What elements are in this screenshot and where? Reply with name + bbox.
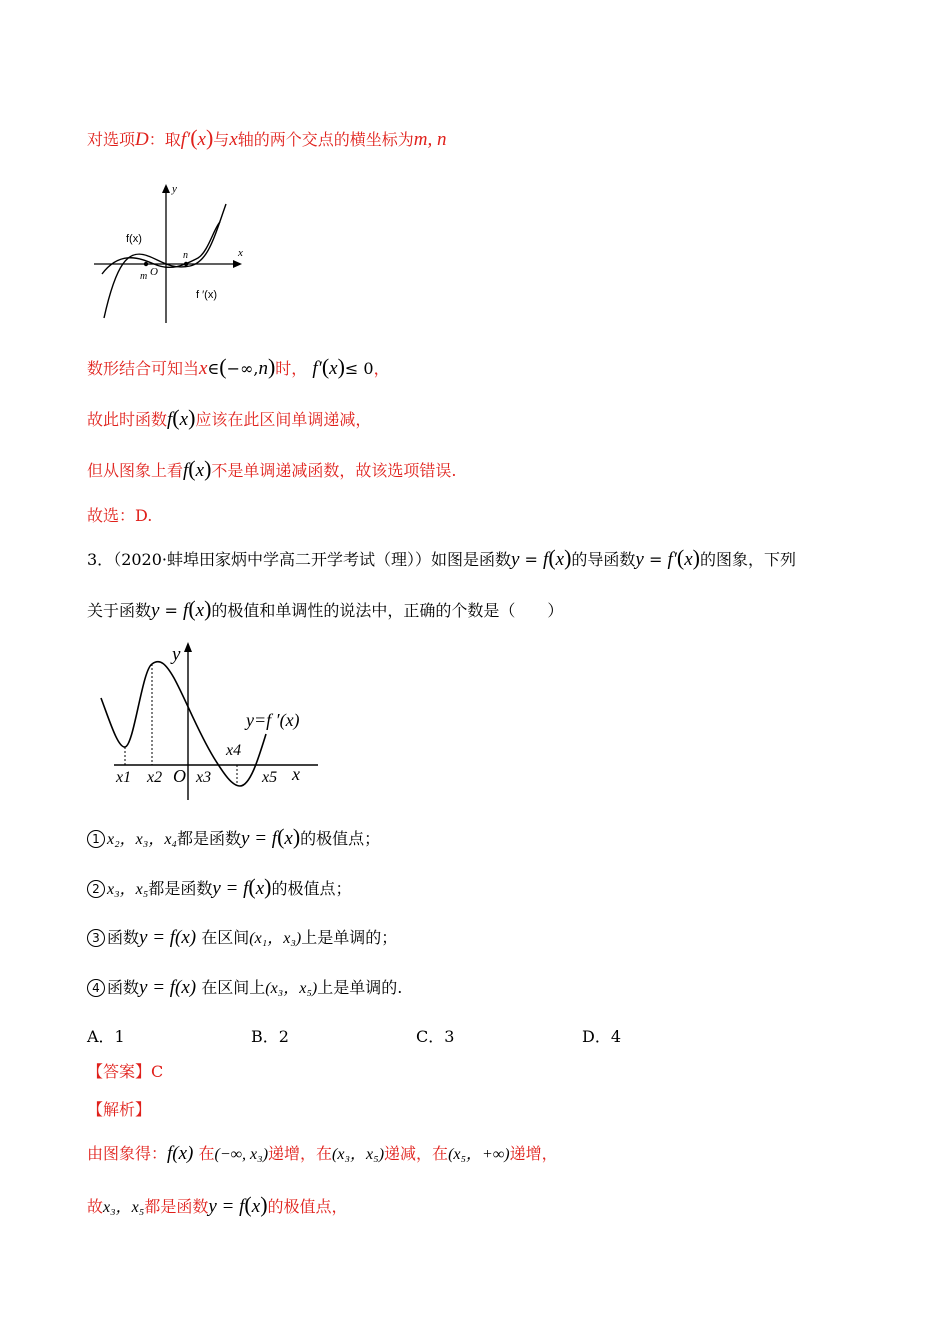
math: x (229, 129, 238, 150)
text: 都是函数 (144, 1197, 209, 1216)
analysis-line-4 (87, 457, 456, 483)
label-fx: f(x) (126, 233, 142, 245)
label-x3: x3 (196, 769, 212, 786)
text: 由图象得： (87, 1144, 168, 1163)
math: f (543, 549, 549, 570)
math: y = f(x) (139, 977, 197, 998)
text: 函数 (107, 978, 140, 997)
circled-number: 4 (87, 979, 105, 997)
question-3-line-2 (87, 597, 563, 623)
text: 在 (198, 1144, 215, 1163)
figure-f-and-derivative (90, 178, 260, 328)
point-m (144, 262, 148, 266)
statement-2 (87, 875, 352, 902)
math: ′ (317, 358, 322, 379)
paren: ) (564, 545, 572, 570)
math: f (183, 460, 189, 481)
statement-4 (87, 976, 402, 1001)
math: ≤ 0 (344, 359, 374, 378)
label-y: y (172, 183, 177, 195)
math: f (183, 600, 189, 621)
circled-number: 2 (87, 880, 105, 898)
paren: ) (267, 354, 276, 379)
text: 上是单调的. (317, 978, 403, 997)
text: 递增，在 (268, 1144, 333, 1163)
label-x: x (292, 764, 300, 784)
math: = (648, 550, 663, 569)
text: ， (373, 359, 390, 378)
math: ′ (672, 549, 677, 570)
math: y (635, 549, 644, 570)
math: f (667, 549, 673, 570)
text: 的极值点， (267, 1197, 348, 1216)
choice-a[interactable]: A．1 (87, 1027, 125, 1046)
paren: ( (277, 824, 285, 849)
math: = (524, 550, 538, 569)
math: x₂，x₃，x₄ (107, 831, 177, 848)
math: (x₃，x₅) (332, 1146, 385, 1163)
paren: ( (321, 354, 330, 379)
math: x (195, 460, 205, 481)
paren: ( (244, 1192, 252, 1217)
text: 数形结合可知当 (87, 359, 200, 378)
text: 都是函数 (177, 829, 242, 848)
label-x5: x5 (262, 769, 278, 786)
math: (x₅，+∞) (448, 1146, 510, 1163)
paren: ( (219, 354, 227, 379)
math: x (251, 1196, 261, 1217)
math: y = f (241, 828, 278, 849)
label-x: x (238, 247, 243, 259)
label-n: n (183, 250, 188, 261)
paren: ) (264, 874, 272, 899)
text: 的极值和单调性的说法中，正确的个数是（ ） (211, 601, 564, 620)
math: f(x) (167, 1143, 194, 1164)
math: ∈ (207, 359, 220, 378)
math: x (255, 878, 265, 899)
label-o: O (173, 766, 186, 786)
math: y (151, 600, 160, 621)
text: ：取 (148, 130, 181, 149)
math: (x₁，x₃) (249, 930, 302, 947)
paren: ) (204, 596, 212, 621)
text: 的图象，下列 (699, 550, 796, 569)
text: 不是单调递减函数，故该选项错误. (211, 461, 457, 480)
paren: ) (205, 125, 214, 150)
question-number: 3． (87, 550, 114, 569)
math: x₃，x₅ (107, 881, 149, 898)
question-3-line-1 (87, 546, 796, 572)
analysis-line-2 (87, 355, 390, 381)
y-arrow (162, 184, 170, 193)
math: x (179, 409, 189, 430)
circled-number: 1 (87, 830, 105, 848)
analysis-line-a1 (87, 1142, 558, 1167)
paren: ) (692, 545, 700, 570)
paren: ) (337, 354, 345, 379)
math: −∞, (226, 359, 259, 378)
math: y = f (208, 1196, 245, 1217)
text: 但从图象上看 (87, 461, 184, 480)
math: x (329, 358, 338, 379)
text: 在区间 (201, 928, 250, 947)
analysis-line-a2 (87, 1193, 348, 1220)
text: 故此时函数 (87, 410, 168, 429)
paren: ( (548, 545, 556, 570)
option-d-line (87, 126, 447, 152)
choice-d[interactable]: D．4 (582, 1027, 622, 1046)
math: ′ (186, 129, 191, 150)
text: 上是单调的； (301, 928, 398, 947)
math: f (312, 358, 318, 379)
math: y (511, 549, 520, 570)
text: （2020·蚌埠田家炳中学高二开学考试（理））如图是函数 (113, 550, 511, 569)
text: 递增， (509, 1144, 558, 1163)
paren: ) (204, 456, 212, 481)
analysis-label: 【解析】 (87, 1100, 152, 1119)
label-x2: x2 (147, 769, 163, 786)
math: x (555, 549, 565, 570)
paren: ( (248, 874, 256, 899)
math: f (167, 409, 173, 430)
math: x (684, 549, 693, 570)
label-x4: x4 (226, 742, 242, 759)
paren: ) (260, 1192, 268, 1217)
math: y = f (212, 878, 249, 899)
circled-number: 3 (87, 929, 105, 947)
text: 都是函数 (148, 879, 213, 898)
x-arrow (233, 260, 242, 268)
math: x (199, 358, 208, 379)
point-n (184, 262, 188, 266)
paren: ( (172, 405, 180, 430)
paren: ( (190, 125, 198, 150)
choice-c[interactable]: C．3 (416, 1027, 455, 1046)
label-m: m (140, 271, 148, 282)
paren: ) (188, 405, 196, 430)
math: n (258, 358, 268, 379)
label-o: O (150, 266, 158, 278)
label-fpx: f ′(x) (196, 289, 218, 301)
math: x (284, 828, 293, 849)
math: x₃，x₅ (103, 1199, 145, 1216)
text: 的极值点； (271, 879, 352, 898)
text: 的极值点； (300, 829, 381, 848)
math: = (164, 601, 178, 620)
paren: ( (676, 545, 685, 570)
text: 轴的两个交点的横坐标为 (237, 130, 414, 149)
text: 故 (87, 1197, 104, 1216)
text: 递减，在 (384, 1144, 449, 1163)
figure-derivative-graph (96, 640, 326, 805)
y-arrow (184, 642, 192, 652)
label-y: y (172, 644, 181, 665)
math: m, n (413, 129, 447, 150)
label-curve: y=f ′(x) (246, 710, 300, 730)
text: 应该在此区间单调递减， (195, 410, 372, 429)
statement-1 (87, 825, 380, 852)
paren: ) (292, 824, 301, 849)
text: 对选项 (87, 130, 136, 149)
paren: ( (188, 456, 196, 481)
math: x (197, 129, 206, 150)
text: 时， (275, 359, 308, 378)
math: D (135, 129, 149, 150)
text: 与 (213, 130, 230, 149)
paren: ( (188, 596, 196, 621)
math: (x₃，x₅) (265, 980, 318, 997)
math: y = f(x) (139, 927, 197, 948)
choice-b[interactable]: B．2 (251, 1027, 289, 1046)
curve-f-prime (102, 222, 220, 274)
label-x1: x1 (116, 769, 132, 786)
text: 函数 (107, 928, 140, 947)
math: f (180, 129, 187, 150)
text: 在区间上 (201, 978, 266, 997)
analysis-line-3 (87, 406, 371, 432)
text: 关于函数 (87, 601, 152, 620)
statement-3 (87, 926, 397, 951)
analysis-line-5: 故选：D. (87, 506, 153, 525)
answer-label: 【答案】C (87, 1062, 164, 1081)
math: (−∞, x₃) (214, 1146, 269, 1163)
text: 的导函数 (571, 550, 636, 569)
math: x (195, 600, 205, 621)
